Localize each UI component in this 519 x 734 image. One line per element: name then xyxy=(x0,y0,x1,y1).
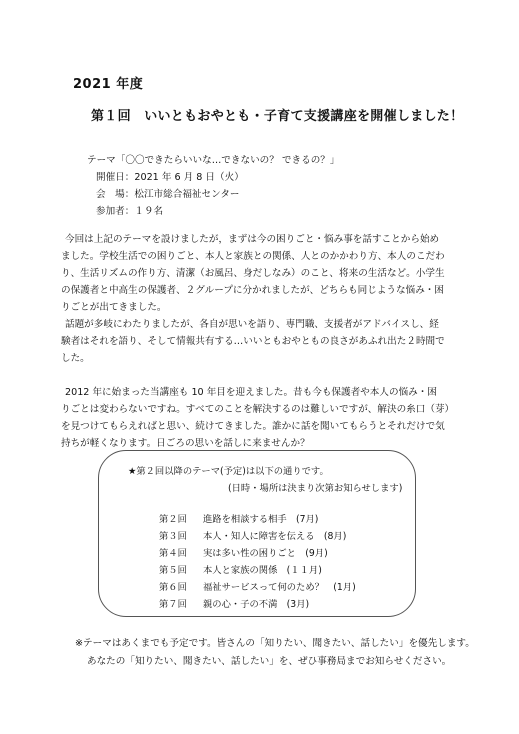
paragraph2-line: 2012 年に始まった当講座も 10 年目を迎えました。昔も今も保護者や本人の悩み・困 xyxy=(65,387,437,398)
paragraph1-line: り、生活リズムの作り方、清潔（お風呂、身だしなみ）のこと、将来の生活など。小学生 xyxy=(61,268,445,279)
paragraph1-line: した。 xyxy=(61,353,90,364)
schedule-item-topic: 実は多い性の困りごと (9月) xyxy=(203,548,328,559)
footer-note-line: ※テーマはあくまでも予定です。皆さんの「知りたい、聞きたい、話したい」を優先します。 xyxy=(75,638,475,649)
paragraph1-line: ました。学校生活での困りごと、本人と家族との関係、人とのかかわり方、本人のこだわ xyxy=(61,251,445,262)
schedule-item-number: 第２回 xyxy=(159,514,187,525)
info-theme: テーマ「〇〇できたらいいな…できないの？ できるの？」 xyxy=(87,155,340,166)
schedule-item-number: 第４回 xyxy=(159,548,187,559)
paragraph1-line: 今回は上記のテーマを設けましたが，まずは今の困りごと・悩み事を話すことから始め xyxy=(65,234,440,245)
page-title: 第１回 いいともおやとも・子育て支援講座を開催しました！ xyxy=(91,109,464,124)
schedule-item-number: 第６回 xyxy=(159,582,187,593)
schedule-item-number: 第３回 xyxy=(159,531,187,542)
schedule-item-topic: 本人と家族の関係 (１１月) xyxy=(203,565,322,576)
footer-note-line: あなたの「知りたい、聞きたい、話したい」を、ぜひ事務局までお知らせください。 xyxy=(87,656,452,667)
year-heading: 2021 年度 xyxy=(73,77,144,92)
paragraph1-line: の保護者と中高生の保護者、２グループに分かれましたが、どちらも同じような悩み・困 xyxy=(61,285,444,296)
paragraph2-line: を見つけてもらえればと思い、続けてきました。誰かに話を聞いてもらうとそれだけで気 xyxy=(61,421,445,432)
schedule-item-topic: 福祉サービスって何のため？ (1月) xyxy=(203,582,356,593)
schedule-subheading: (日時・場所は決まり次第お知らせします) xyxy=(228,483,403,494)
paragraph2-line: 持ちが軽くなります。日ごろの思いを話しに来ませんか？ xyxy=(61,438,310,449)
schedule-item-topic: 本人・知人に障害を伝える (8月) xyxy=(203,531,347,542)
paragraph1-line: 話題が多岐にわたりましたが、各自が思いを語り、専門職、支援者がアドバイスし、経 xyxy=(65,319,439,330)
paragraph1-line: 験者はそれを語り、そして情報共有する…いいともおやともの良さがあふれ出た２時間で xyxy=(61,336,445,347)
paragraph2-line: りごとは変わらないですね。すべてのことを解決するのは難しいですが、解決の糸口（芽） xyxy=(61,404,455,415)
schedule-heading: ★第２回以降のテーマ(予定)は以下の通りです。 xyxy=(128,466,329,477)
schedule-item-number: 第５回 xyxy=(159,565,187,576)
schedule-item-topic: 進路を相談する相手 (7月) xyxy=(203,514,319,525)
schedule-item-topic: 親の心・子の不満 (3月) xyxy=(203,599,310,610)
info-participants: 参加者：１９名 xyxy=(96,206,164,217)
info-date: 開催日：2021 年 6 月 8 日（火） xyxy=(96,172,244,183)
paragraph1-line: りごとが出てきました。 xyxy=(61,302,167,313)
schedule-item-number: 第７回 xyxy=(159,599,187,610)
info-venue: 会 場：松江市総合福祉センター xyxy=(96,189,240,200)
